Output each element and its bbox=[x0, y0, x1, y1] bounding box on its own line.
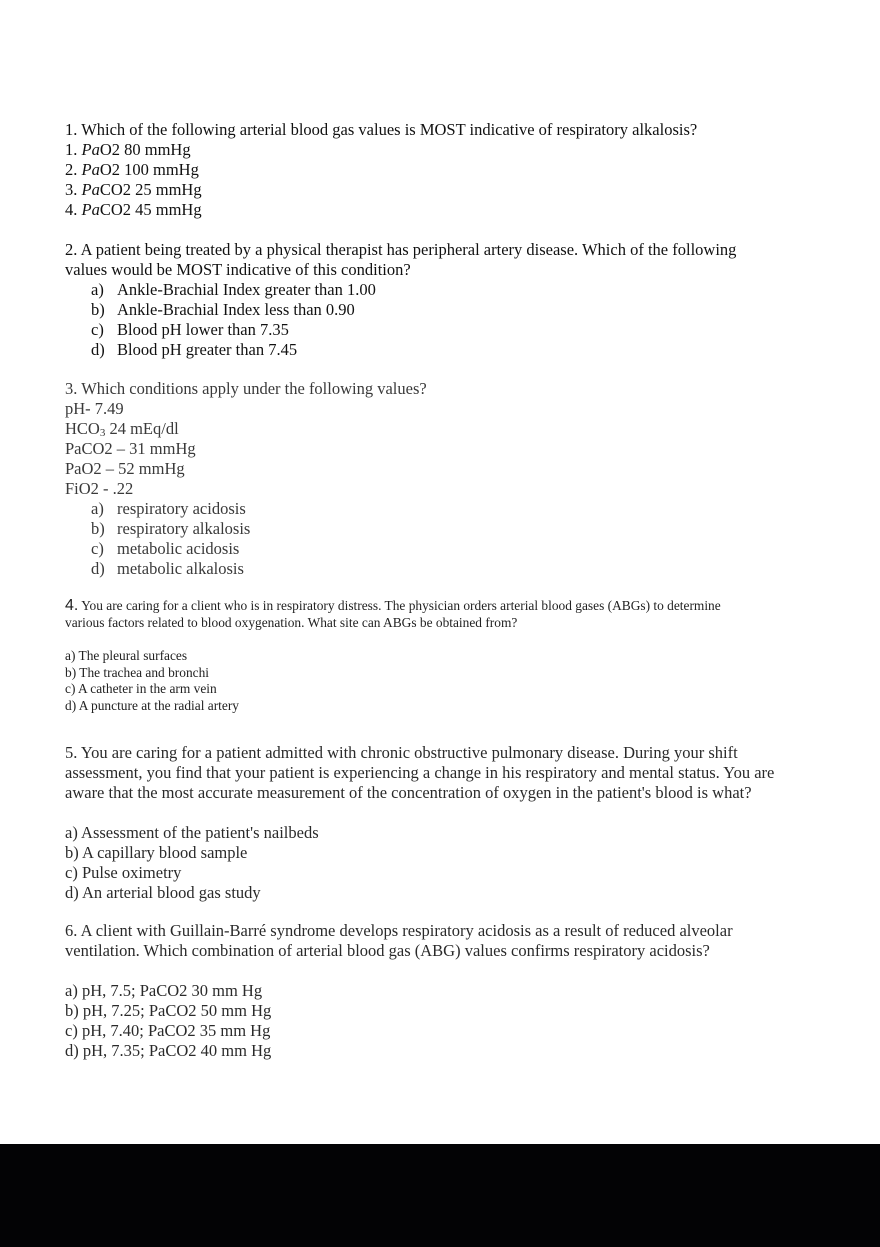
question-1-option-1: 1. PaO2 80 mmHg bbox=[65, 140, 191, 159]
question-5-stem-line-3: aware that the most accurate measurement of the concentration of oxygen in the patient's blood is what? bbox=[65, 783, 752, 802]
question-6-option-d: d) pH, 7.35; PaCO2 40 mm Hg bbox=[65, 1041, 272, 1060]
question-3-stem: 3. Which conditions apply under the following values? bbox=[65, 379, 427, 398]
question-2-option-d: d) Blood pH greater than 7.45 bbox=[91, 340, 298, 359]
question-6-option-b: b) pH, 7.25; PaCO2 50 mm Hg bbox=[65, 1001, 272, 1020]
question-6-option-a: a) pH, 7.5; PaCO2 30 mm Hg bbox=[65, 981, 263, 1000]
question-3-value-ph: pH- 7.49 bbox=[65, 399, 124, 418]
question-4-option-c: c) A catheter in the arm vein bbox=[65, 681, 217, 696]
question-5-option-c: c) Pulse oximetry bbox=[65, 863, 182, 882]
question-4-option-d: d) A puncture at the radial artery bbox=[65, 697, 240, 713]
question-3-value-hco3: $HCO_3$ 24 mEq/dl bbox=[65, 419, 179, 439]
question-2-stem-line-1: 2. A patient being treated by a physical therapist has peripheral artery disease. Which of the following bbox=[65, 240, 737, 259]
question-4-stem-line-1: 4. You are caring for a client who is in respiratory distress. The physician orders arterial blood gases (ABGs) to determine bbox=[65, 597, 721, 614]
question-5-stem-line-1: 5. You are caring for a patient admitted with chronic obstructive pulmonary disease. During your shift bbox=[65, 743, 738, 762]
question-3-value-pao2: PaO2 – 52 mmHg bbox=[65, 459, 185, 478]
question-6-option-c: c) pH, 7.40; PaCO2 35 mm Hg bbox=[65, 1021, 271, 1040]
question-2-stem-line-2: values would be MOST indicative of this condition? bbox=[65, 260, 411, 279]
question-6-stem-line-1: 6. A client with Guillain-Barré syndrome develops respiratory acidosis as a result of reduced alveolar bbox=[65, 921, 733, 940]
question-2-option-c: c) Blood pH lower than 7.35 bbox=[91, 320, 289, 339]
question-3-option-d: d) metabolic alkalosis bbox=[91, 559, 244, 578]
question-1-stem: 1. Which of the following arterial blood gas values is MOST indicative of respiratory alkalosis? bbox=[65, 120, 698, 139]
question-2-option-a: a) Ankle-Brachial Index greater than 1.00 bbox=[91, 280, 376, 299]
question-3 bbox=[65, 379, 427, 579]
question-3-value-paco2: PaCO2 – 31 mmHg bbox=[65, 439, 196, 458]
question-5-option-d: d) An arterial blood gas study bbox=[65, 883, 261, 902]
bottom-black-band bbox=[0, 1144, 880, 1247]
question-3-option-a: a) respiratory acidosis bbox=[91, 499, 246, 518]
question-2 bbox=[65, 240, 736, 360]
question-1-option-2: 2. PaO2 100 mmHg bbox=[65, 160, 199, 179]
question-1 bbox=[65, 120, 697, 220]
question-4-stem-line-2: various factors related to blood oxygenation. What site can ABGs be obtained from? bbox=[65, 614, 518, 630]
question-4-option-a: a) The pleural surfaces bbox=[65, 648, 188, 663]
question-5 bbox=[65, 743, 774, 903]
question-5-stem-line-2: assessment, you find that your patient is experiencing a change in his respiratory and mental status. You are bbox=[65, 763, 775, 782]
question-6 bbox=[65, 921, 733, 1061]
question-3-value-fio2: FiO2 - .22 bbox=[65, 479, 134, 498]
question-4-option-b: b) The trachea and bronchi bbox=[65, 664, 210, 680]
question-4 bbox=[65, 598, 721, 714]
question-1-option-3: 3. PaCO2 25 mmHg bbox=[65, 180, 202, 199]
question-6-stem-line-2: ventilation. Which combination of arterial blood gas (ABG) values confirms respiratory acidosis? bbox=[65, 941, 710, 960]
question-5-option-b: b) A capillary blood sample bbox=[65, 843, 248, 862]
question-5-option-a: a) Assessment of the patient's nailbeds bbox=[65, 823, 319, 842]
question-3-option-c: c) metabolic acidosis bbox=[91, 539, 240, 558]
question-3-option-b: b) respiratory alkalosis bbox=[91, 519, 251, 538]
question-2-option-b: b) Ankle-Brachial Index less than 0.90 bbox=[91, 300, 355, 319]
question-1-option-4: 4. PaCO2 45 mmHg bbox=[65, 200, 202, 219]
